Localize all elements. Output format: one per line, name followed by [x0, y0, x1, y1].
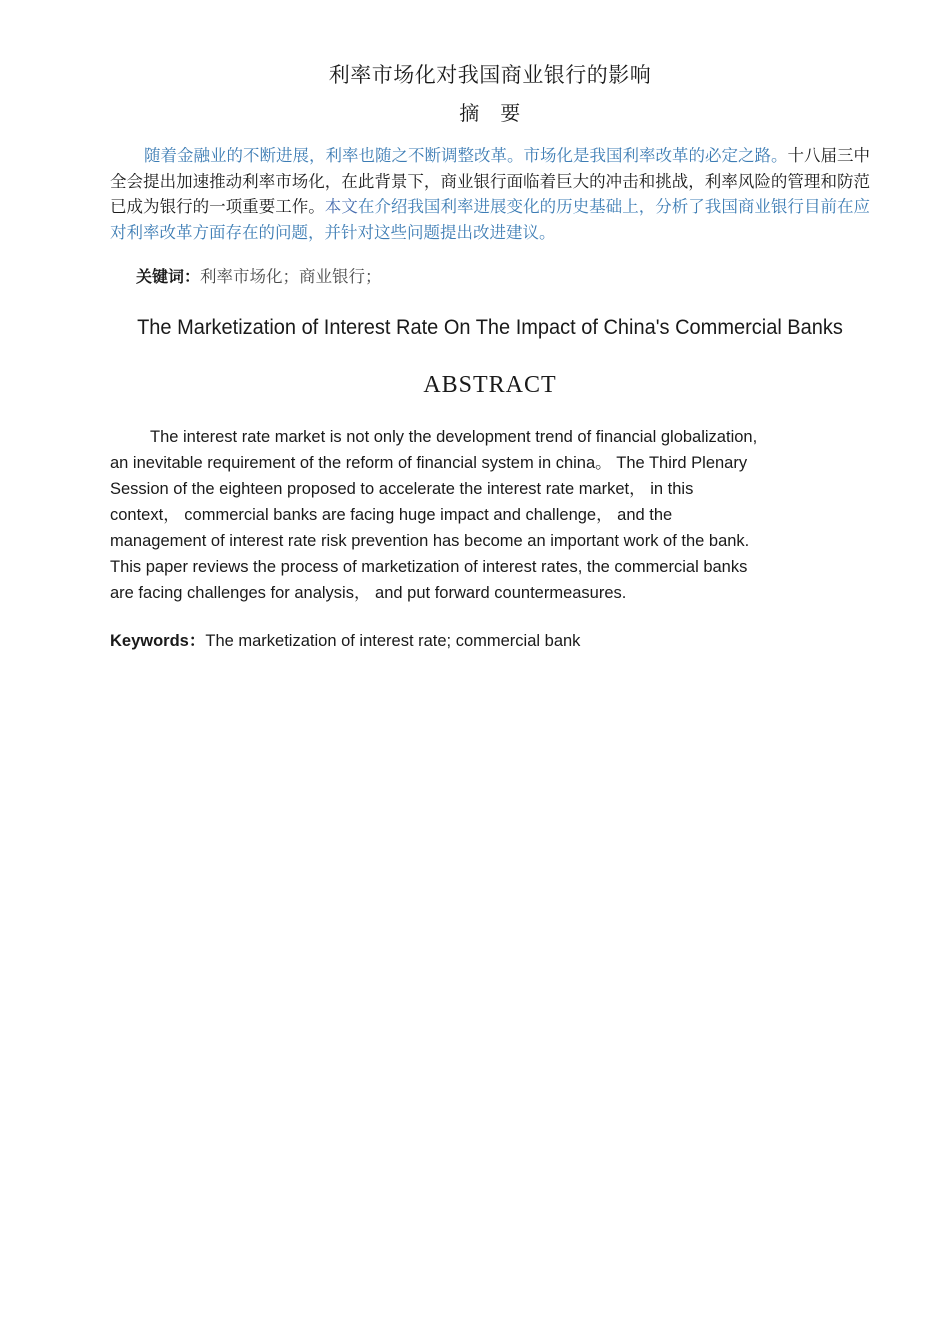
english-keywords-label: Keywords： [110, 632, 206, 650]
chinese-abstract-paragraph [110, 143, 870, 245]
chinese-title: 利率市场化对我国商业银行的影响 [328, 63, 652, 87]
chinese-abstract-segment-1: 随着金融业的不断进展，利率也随之不断调整改革。市场化是我国利率改革的必定之路。 [144, 146, 788, 165]
english-abstract-line [110, 580, 870, 606]
page-content [110, 0, 870, 653]
english-title: The Marketization of Interest Rate On The Impact of China's Commercial Banks [137, 315, 843, 339]
english-abstract-line [110, 424, 870, 450]
chinese-keywords-label: 关键词： [136, 267, 201, 286]
english-keywords [110, 629, 870, 653]
english-abstract-line [110, 476, 870, 502]
english-abstract-line [110, 502, 870, 528]
english-abstract-line-text: This paper reviews the process of marketization of interest rates, the commercial banks [110, 558, 748, 576]
english-abstract-line [110, 554, 870, 580]
english-abstract-line-text: an inevitable requirement of the reform of financial system in china。 The Third Plenary [110, 454, 748, 472]
english-abstract-paragraph [110, 424, 870, 606]
english-abstract-line-text: Session of the eighteen proposed to accelerate the interest rate market， in this [110, 480, 694, 498]
chinese-abstract-heading: 摘 要 [459, 101, 521, 125]
chinese-abstract-segment-3: 本文 [324, 197, 358, 216]
english-keywords-value: The marketization of interest rate; commercial bank [205, 632, 581, 650]
chinese-abstract-segment-4: 在介绍我国利率进展变化的历史基础上，分析了我国商业银行目前在应对利率改革方面存在的问题，并针对这些问题提出改进建议。 [110, 197, 871, 242]
english-abstract-heading: ABSTRACT [423, 372, 557, 398]
english-abstract-line [110, 450, 870, 476]
english-abstract-line-text: management of interest rate risk prevention has become an important work of the bank. [110, 532, 750, 550]
english-abstract-line [110, 528, 870, 554]
chinese-abstract-segment-2: 十八届三中全会提出加速推动利率市场化，在此背景下，商业银行面临着巨大的冲击和挑战，利率风险的管理和防范已成为银行的一项重要工作。 [110, 146, 870, 216]
chinese-keywords [136, 265, 870, 289]
english-abstract-line-text: are facing challenges for analysis， and put forward countermeasures. [110, 584, 627, 602]
english-abstract-line-text: context， commercial banks are facing huge impact and challenge， and the [110, 506, 673, 524]
chinese-keywords-value: 利率市场化；商业银行； [200, 267, 382, 286]
english-abstract-line-text: The interest rate market is not only the development trend of financial globalization, [150, 428, 758, 446]
